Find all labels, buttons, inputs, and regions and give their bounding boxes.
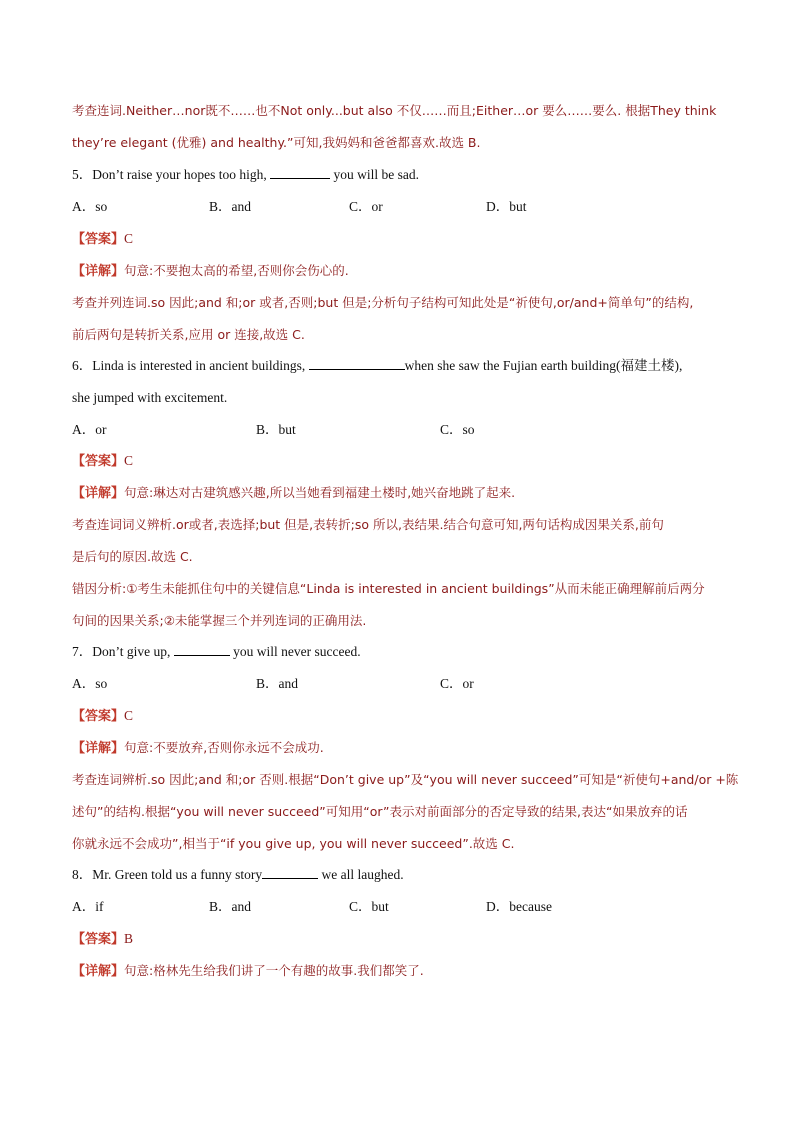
q7-explanation-line1: 考查连词辨析.so 因此;and 和;or 否则.根据“Don’t give up”及“you will never succeed”可知是“祈使句+and/or +陈 <box>72 772 739 787</box>
q7-option-c: C．or <box>440 676 474 691</box>
q8-option-c: C．but <box>349 899 389 914</box>
q7-answer <box>72 707 133 726</box>
q8-stem <box>72 866 404 884</box>
q6-stem-text: 6．Linda is interested in ancient buildings, <box>72 358 306 373</box>
answer-tag: 【答案】 <box>72 932 125 947</box>
q7-detail <box>72 739 324 758</box>
q8-answer <box>72 930 133 949</box>
q5-stem-text-end: you will be sad. <box>333 167 419 182</box>
q5-detail <box>72 262 349 281</box>
q7-stem <box>72 643 361 661</box>
q7-explanation-line2: 述句”的结构.根据“you will never succeed”可知用“or”表示对前面部分的否定导致的结果,表达“如果放弃的话 <box>72 804 688 819</box>
q5-explanation-line2: 前后两句是转折关系,应用 or 连接,故选 C. <box>72 327 305 342</box>
q5-blank <box>270 166 330 179</box>
q8-detail-text: 句意:格林先生给我们讲了一个有趣的故事.我们都笑了. <box>124 963 424 978</box>
q5-detail-text: 句意:不要抱太高的希望,否则你会伤心的. <box>124 263 349 278</box>
q7-option-a: A．so <box>72 676 108 691</box>
q5-answer-value: C <box>124 231 134 246</box>
q6-error-analysis-line1: 错因分析:①考生未能抓住句中的关键信息“Linda is interested in ancient buildings”从而未能正确理解前后两分 <box>72 581 705 596</box>
q6-stem <box>72 357 682 375</box>
answer-tag: 【答案】 <box>72 232 125 247</box>
q5-option-d: D．but <box>486 199 527 214</box>
q6-stem-text-mid: when she saw the Fujian earth building(福建土楼), <box>404 358 683 373</box>
q5-answer <box>72 230 133 249</box>
prev-explanation-line2: they’re elegant (优雅) and healthy.”可知,我妈妈和爸爸都喜欢.故选 B. <box>72 135 481 150</box>
q5-stem-text: 5．Don’t raise your hopes too high, <box>72 167 267 182</box>
q8-detail <box>72 962 424 981</box>
prev-explanation-line1: 考查连词.Neither…nor既不……也不Not only...but also 不仅……而且;Either…or 要么……要么. 根据They think <box>72 103 717 118</box>
q7-answer-value: C <box>124 708 134 723</box>
q8-blank <box>262 866 318 879</box>
q7-detail-text: 句意:不要放弃,否则你永远不会成功. <box>124 740 324 755</box>
q8-option-a: A．if <box>72 899 104 914</box>
detail-tag: 【详解】 <box>72 964 125 979</box>
q6-stem-line2: she jumped with excitement. <box>72 390 228 405</box>
q7-stem-text: 7．Don’t give up, <box>72 644 171 659</box>
q6-blank <box>309 357 405 370</box>
q7-explanation-line3: 你就永远不会成功”,相当于“if you give up, you will never succeed”.故选 C. <box>72 836 515 851</box>
q6-detail-text: 句意:琳达对古建筑感兴趣,所以当她看到福建土楼时,她兴奋地跳了起来. <box>124 485 516 500</box>
answer-tag: 【答案】 <box>72 454 125 469</box>
q8-answer-value: B <box>124 931 134 946</box>
q6-error-analysis-line2: 句间的因果关系;②未能掌握三个并列连词的正确用法. <box>72 613 367 628</box>
q8-option-b: B．and <box>209 899 251 914</box>
q7-stem-text-end: you will never succeed. <box>233 644 361 659</box>
q6-explanation-line1: 考查连词词义辨析.or或者,表选择;but 但是,表转折;so 所以,表结果.结合句意可知,两句话构成因果关系,前句 <box>72 517 664 532</box>
q6-answer-value: C <box>124 453 134 468</box>
detail-tag: 【详解】 <box>72 264 125 279</box>
q7-option-b: B．and <box>256 676 298 691</box>
q8-stem-text: 8．Mr. Green told us a funny story <box>72 867 263 882</box>
answer-tag: 【答案】 <box>72 709 125 724</box>
q7-blank <box>174 643 230 656</box>
q6-option-c: C．so <box>440 422 475 437</box>
detail-tag: 【详解】 <box>72 486 125 501</box>
q5-option-b: B．and <box>209 199 251 214</box>
q6-answer <box>72 452 133 471</box>
q6-explanation-line2: 是后句的原因.故选 C. <box>72 549 193 564</box>
q6-detail <box>72 484 515 503</box>
q5-stem <box>72 166 419 184</box>
q6-option-a: A．or <box>72 422 107 437</box>
q5-explanation-line1: 考查并列连词.so 因此;and 和;or 或者,否则;but 但是;分析句子结构可知此处是“祈使句,or/and+简单句”的结构, <box>72 295 694 310</box>
detail-tag: 【详解】 <box>72 741 125 756</box>
q8-stem-text-end: we all laughed. <box>321 867 404 882</box>
q8-option-d: D．because <box>486 899 552 914</box>
q5-option-a: A．so <box>72 199 108 214</box>
q5-option-c: C．or <box>349 199 383 214</box>
q6-option-b: B．but <box>256 422 296 437</box>
